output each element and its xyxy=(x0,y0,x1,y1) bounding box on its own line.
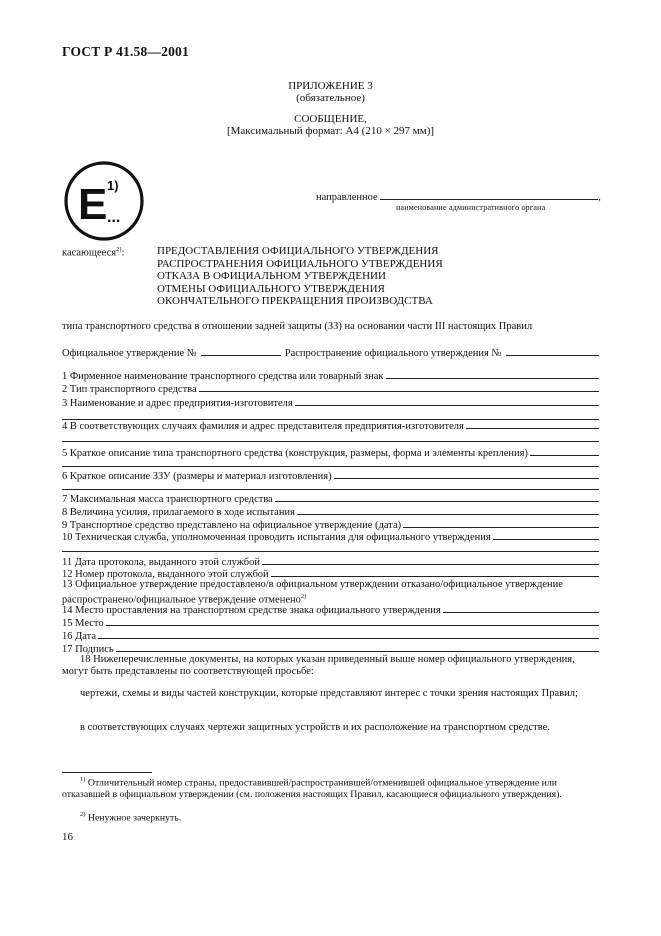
approval-mark-icon xyxy=(63,160,145,242)
concerning-label: касающееся$^{2)}$: xyxy=(62,246,125,259)
form-field[interactable] xyxy=(297,505,599,515)
form-item: 5 Краткое описание типа транспортного средства (конструкция, размеры, форма и элементы крепления) xyxy=(62,446,599,459)
form-field[interactable] xyxy=(530,446,599,456)
form-item: 6 Краткое описание ЗЗУ (размеры и материал изготовления) xyxy=(62,469,599,482)
form-blank-line[interactable] xyxy=(62,466,599,467)
form-item-18: 18 Нижеперечисленные документы, на которых указан приведенный выше номер официального утверждения, могут быть представлены по соответствующей просьбе: xyxy=(62,654,575,677)
form-field[interactable] xyxy=(493,530,599,540)
form-field[interactable] xyxy=(386,369,599,379)
form-item: 15 Место xyxy=(62,616,599,629)
form-field[interactable] xyxy=(334,469,599,479)
form-item: 10 Техническая служба, уполномоченная проводить испытания для официального утверждения xyxy=(62,530,599,543)
authority-caption: наименование административного органа xyxy=(396,203,546,212)
form-item: 8 Величина усилия, прилагаемого в ходе испытания xyxy=(62,505,599,518)
footnote-rule xyxy=(62,772,152,773)
form-field[interactable] xyxy=(262,555,599,565)
document-list-item: в соответствующих случаях чертежи защитных устройств и их расположение на транспортном средстве. xyxy=(80,722,550,733)
form-field[interactable] xyxy=(466,419,599,429)
standard-number: ГОСТ Р 41.58—2001 xyxy=(62,44,189,59)
message-title: СООБЩЕНИЕ, xyxy=(294,113,367,125)
concerning-options xyxy=(157,245,443,308)
document-list-item: чертежи, схемы и виды частей конструкции, которые представляют интерес с точки зрения настоящих Правил; xyxy=(80,688,578,699)
format-note: [Максимальный формат: А4 (210 × 297 мм)] xyxy=(226,125,435,137)
form-blank-line[interactable] xyxy=(62,489,599,490)
intro-text: типа транспортного средства в отношении задней защиты (ЗЗ) на основании части III настоящих Правил xyxy=(62,321,533,332)
form-item: 3 Наименование и адрес предприятия-изготовителя xyxy=(62,396,599,409)
form-item: 1 Фирменное наименование транспортного средства или товарный знак xyxy=(62,369,599,382)
concerning-option: ОКОНЧАТЕЛЬНОГО ПРЕКРАЩЕНИЯ ПРОИЗВОДСТВА xyxy=(157,295,433,308)
authority-field[interactable] xyxy=(380,189,598,200)
form-field[interactable] xyxy=(271,567,599,577)
footnote-1: $^{1)}$ Отличительный номер страны, предоставившей/распространившей/отменившей официальное утверждение или отказавшей в официальном утверждении (см. положения настоящих Правил, касающиеся официального утверждения). xyxy=(62,776,562,800)
emark-note: 1) xyxy=(107,178,119,193)
emark-dots: ... xyxy=(107,209,121,226)
form-item: 2 Тип транспортного средства xyxy=(62,382,599,395)
approval-number-field[interactable] xyxy=(201,346,281,356)
extension-number-label: Распространение официального утверждения № xyxy=(284,348,502,359)
annex-subtitle: (обязательное) xyxy=(296,92,365,104)
form-item-13: 13 Официальное утверждение предоставлено/в официальном утверждении отказано/официальное утверждение распространено/официальное утверждение отменено$^{2)}$ xyxy=(62,579,563,606)
approval-number-line xyxy=(62,346,599,359)
footnote-2: $^{2)}$ Ненужное зачеркнуть. xyxy=(80,811,182,824)
form-field[interactable] xyxy=(275,492,599,502)
concerning-option: ПРЕДОСТАВЛЕНИЯ ОФИЦИАЛЬНОГО УТВЕРЖДЕНИЯ xyxy=(157,245,439,257)
approval-number-label: Официальное утверждение № xyxy=(62,348,197,359)
sent-by-line xyxy=(316,189,601,203)
form-field[interactable] xyxy=(199,382,599,392)
form-blank-line[interactable] xyxy=(62,441,599,442)
form-item: 17 Подпись xyxy=(62,642,599,655)
concerning-option: ОТКАЗА В ОФИЦИАЛЬНОМ УТВЕРЖДЕНИИ xyxy=(157,270,386,283)
form-field[interactable] xyxy=(403,518,599,528)
form-field[interactable] xyxy=(443,603,599,613)
emark-letter: E xyxy=(78,180,108,229)
sent-by-end: , xyxy=(598,192,601,203)
annex-title: ПРИЛОЖЕНИЕ 3 xyxy=(288,80,373,92)
form-field[interactable] xyxy=(116,642,599,652)
form-blank-line[interactable] xyxy=(62,551,599,552)
form-item: 7 Максимальная масса транспортного средства xyxy=(62,492,599,505)
form-item: 16 Дата xyxy=(62,629,599,642)
extension-number-field[interactable] xyxy=(506,346,600,356)
form-item: 4 В соответствующих случаях фамилия и адрес представителя предприятия-изготовителя xyxy=(62,419,599,432)
footnote-ref: 2) xyxy=(300,593,307,600)
form-field[interactable] xyxy=(106,616,599,626)
concerning-option: РАСПРОСТРАНЕНИЯ ОФИЦИАЛЬНОГО УТВЕРЖДЕНИЯ xyxy=(157,257,443,270)
sent-by-label: направленное xyxy=(316,192,378,203)
form-item: 11 Дата протокола, выданного этой службой xyxy=(62,555,599,568)
footnote-ref: 2) xyxy=(116,246,122,253)
form-item: 12 Номер протокола, выданного этой службой xyxy=(62,567,599,580)
form-item: 14 Место проставления на транспортном средстве знака официального утверждения xyxy=(62,603,599,616)
form-item: 9 Транспортное средство представлено на официальное утверждение (дата) xyxy=(62,518,599,531)
concerning-option: ОТМЕНЫ ОФИЦИАЛЬНОГО УТВЕРЖДЕНИЯ xyxy=(157,282,385,295)
form-field[interactable] xyxy=(98,629,599,639)
page-number: 16 xyxy=(62,831,73,843)
form-field[interactable] xyxy=(295,396,599,406)
